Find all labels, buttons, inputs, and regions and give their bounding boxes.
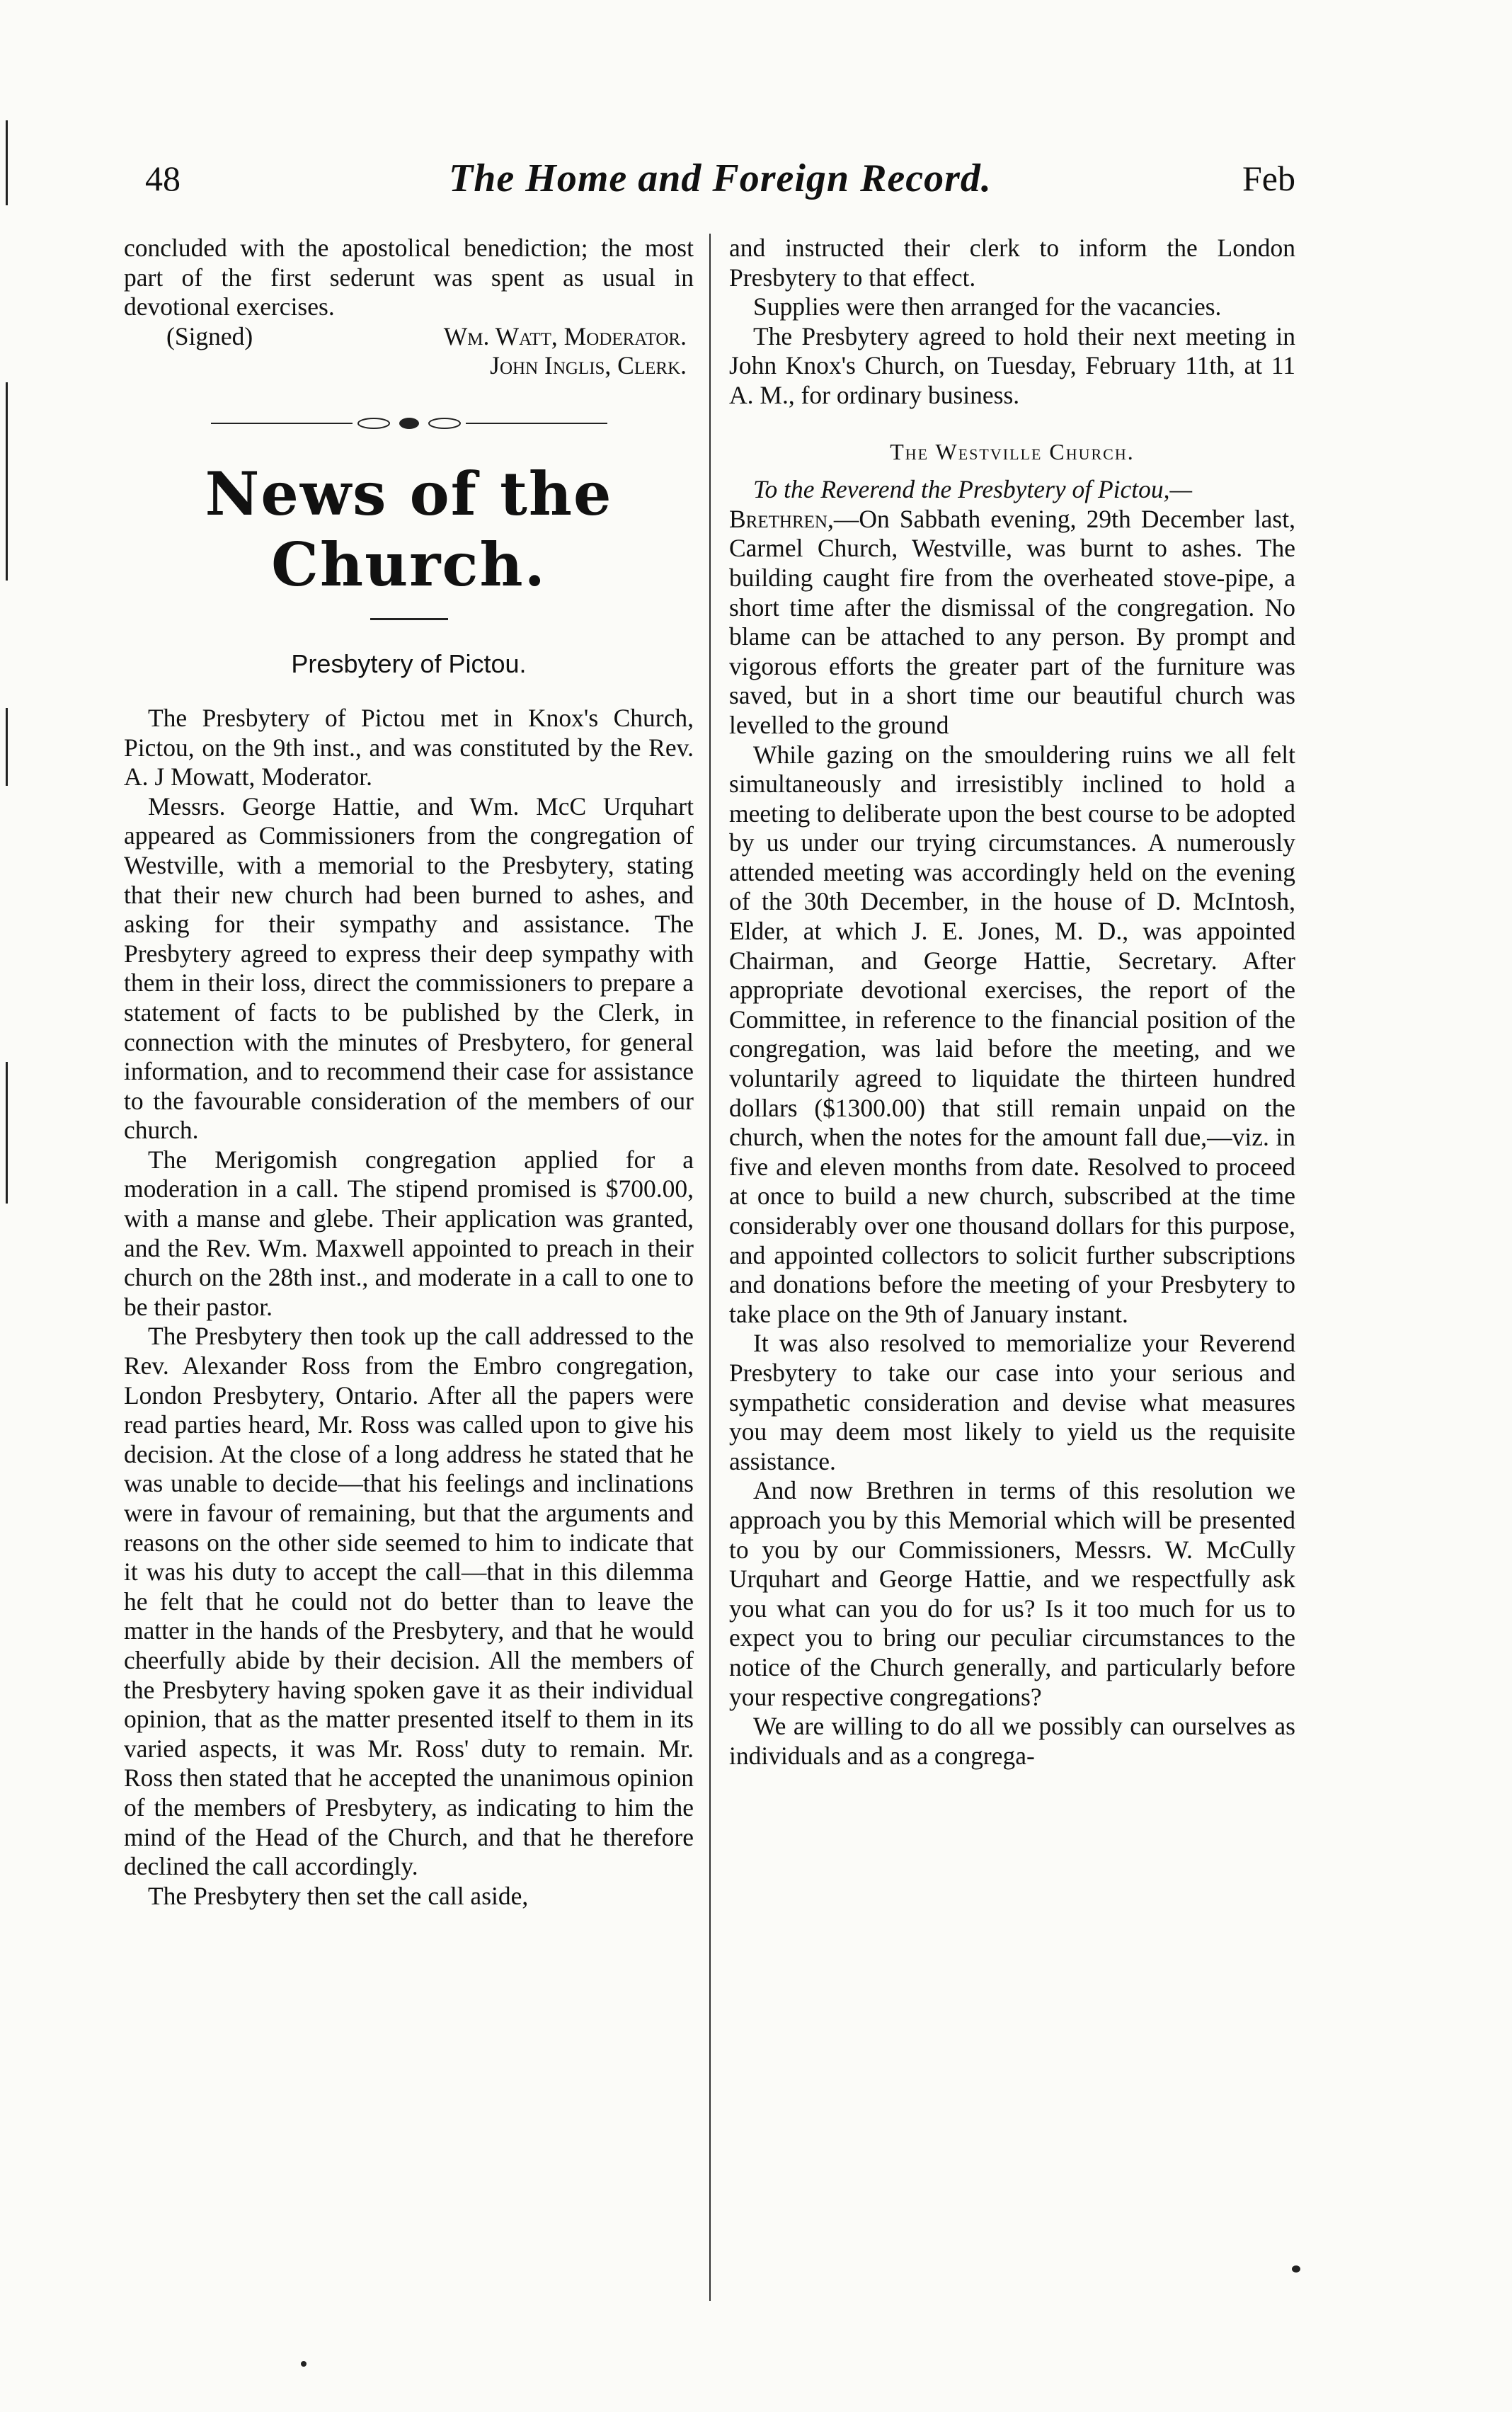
paragraph bbox=[729, 505, 1295, 741]
right-column bbox=[729, 234, 1295, 1771]
paragraph: Supplies were then arranged for the vacancies. bbox=[753, 292, 1222, 321]
scan-edge-mark bbox=[6, 1062, 8, 1204]
scan-edge-mark bbox=[6, 120, 8, 205]
paragraph-body: —On Sabbath evening, 29th December last, Carmel Church, Westville, was burnt to ashes. The building caught fire from the overheated stove-pipe, a short time after the dismissal of the congregation. No blame can be attached to any person. By prompt and vigorous efforts the greater part of the furniture was saved, but in a short time our beautiful church was levelled to the ground bbox=[729, 504, 1295, 739]
ornament-icon bbox=[211, 416, 607, 430]
clerk-signature: John Inglis, Clerk. bbox=[490, 351, 687, 380]
paragraph: While gazing on the smouldering ruins we all felt simultaneously and irresistibly inclined to hold a meeting to deliberate upon the best course to be adopted by us under our trying circumstances. A numerously attended meeting was accordingly held on the evening of the 30th December, in the house of D. McIntosh, Elder, at which J. E. Jones, M. D., was appointed Chairman, and George Hattie, Secretary. After appropriate devotional exercises, the report of the Committee, in reference to the financial position of the congregation, was laid before the meeting, and we voluntarily agreed to liquidate the thirteen hundred dollars ($1300.00) that still remain unpaid on the church, when the notes for the amount fall due,—viz. in five and eleven months from date. Resolved to proceed at once to build a new church, subscribed at the time considerably over one thousand dollars for this purpose, and appointed collectors to solicit further subscriptions and donations before the meeting of your Presbytery to take place on the 9th of January instant. bbox=[729, 740, 1295, 1328]
left-column bbox=[124, 234, 694, 1911]
paragraph: Messrs. George Hattie, and Wm. McC Urquhart appeared as Commissioners from the congregation of Westville, with a memorial to the Presbytery, stating that their new church had been burned to ashes, and asking for their sympathy and assistance. The Presbytery agreed to express their deep sympathy with them in their loss, direct the commissioners to prepare a statement of facts to be published by the Clerk, in connection with the minutes of Presbytero, for general information, and to recommend their case for assistance to the favourable consideration of the members of our church. bbox=[124, 791, 694, 1145]
sub-heading: Presbytery of Pictou. bbox=[291, 648, 527, 678]
ink-speck bbox=[301, 2361, 307, 2367]
paragraph: The Merigomish congregation applied for a moderation in a call. The stipend promised is $700.00, with a manse and glebe. Their application was granted, and the Rev. Wm. Maxwell appointed to preach in their church on the 28th inst., and moderate in a call to one to be their pastor. bbox=[124, 1145, 694, 1321]
section-title: News of the Church. bbox=[205, 458, 613, 600]
header-month: Feb bbox=[1242, 159, 1295, 198]
title-rule bbox=[370, 618, 448, 620]
salutation: Brethren, bbox=[729, 504, 834, 533]
ink-speck bbox=[1292, 2265, 1300, 2273]
scan-edge-mark bbox=[6, 708, 8, 786]
page-number: 48 bbox=[145, 159, 181, 198]
paragraph: and instructed their clerk to inform the London Presbytery to that effect. bbox=[729, 234, 1295, 292]
paragraph: The Presbytery agreed to hold their next meeting in John Knox's Church, on Tuesday, February 11th, at 11 A. M., for ordinary business. bbox=[729, 321, 1295, 409]
paragraph: It was also resolved to memorialize your Reverend Presbytery to take our case into your serious and sympathetic consideration and devise what measures you may deem most likely to yield us the requisite assistance. bbox=[729, 1329, 1295, 1475]
scan-edge-mark bbox=[6, 382, 8, 581]
ornamental-divider bbox=[124, 416, 694, 430]
page-header bbox=[145, 157, 1295, 207]
paragraph: The Presbytery of Pictou met in Knox's Church, Pictou, on the 9th inst., and was constituted by the Rev. A. J Mowatt, Moderator. bbox=[124, 703, 694, 791]
paragraph: We are willing to do all we possibly can ourselves as individuals and as a congrega- bbox=[729, 1712, 1295, 1770]
paragraph: The Presbytery then took up the call addressed to the Rev. Alexander Ross from the Embro congregation, London Presbytery, Ontario. After all the papers were read parties heard, Mr. Ross was called upon to give his decision. At the close of a long address he stated that he was unable to decide—that his feelings and inclinations were in favour of remaining, but that the arguments and reasons on the other side seemed to him to indicate that it was his duty to accept the call—that in this dilemma he felt that he could not do better than to leave the matter in the hands of the Presbytery, and that he would cheerfully abide by their decision. All the members of the Presbytery having spoken gave it as their individual opinion, that as the matter presented itself to them in its varied aspects, it was Mr. Ross' duty to remain. Mr. Ross then stated that he accepted the unanimous opinion of the members of Presbytery, as indicating to him the mind of the Head of the Church, and that he therefore declined the call accordingly. bbox=[124, 1322, 694, 1881]
address-line: To the Reverend the Presbytery of Pictou,— bbox=[753, 475, 1193, 504]
signed-label: (Signed) bbox=[166, 321, 253, 350]
column-divider bbox=[709, 234, 711, 2301]
signature-block bbox=[124, 322, 694, 381]
article-heading: The Westville Church. bbox=[890, 438, 1135, 464]
moderator-signature: Wm. Watt, Moderator. bbox=[443, 321, 687, 350]
journal-title: The Home and Foreign Record. bbox=[449, 156, 992, 200]
paragraph: The Presbytery then set the call aside, bbox=[148, 1881, 529, 1910]
paragraph: And now Brethren in terms of this resolution we approach you by this Memorial which will be presented to you by our Commissioners, Messrs. W. McCully Urquhart and George Hattie, and we respectfully ask you what can you do for us? Is it too much for us to expect you to bring our peculiar circumstances to the notice of the Church generally, and particularly before your respective congregations? bbox=[729, 1476, 1295, 1711]
paragraph: concluded with the apostolical benediction; the most part of the first sederunt was spent as usual in devotional exercises. bbox=[124, 234, 694, 321]
